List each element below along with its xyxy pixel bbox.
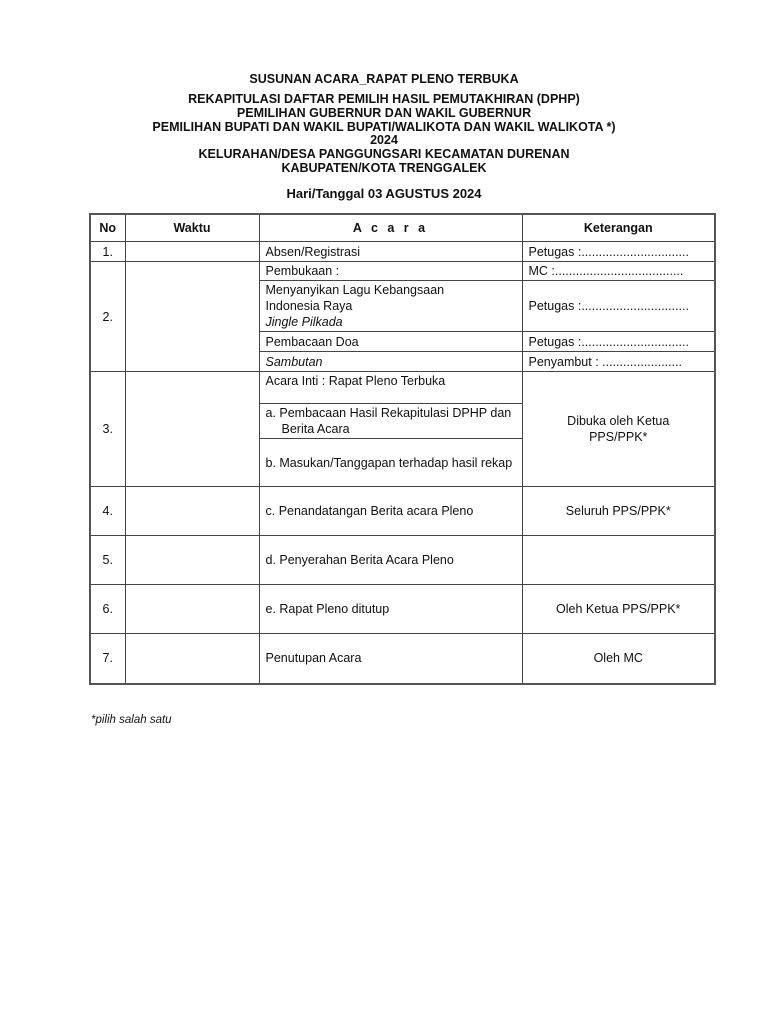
- remark-cell: Seluruh PPS/PPK*: [522, 487, 715, 536]
- subtitle-line-2: PEMILIHAN GUBERNUR DAN WAKIL GUBERNUR: [236, 106, 532, 120]
- agenda-cell: Pembacaan Doa: [259, 332, 522, 352]
- agenda-cell: [259, 404, 522, 439]
- row-number: 2.: [90, 262, 125, 372]
- table-row: [90, 372, 715, 404]
- time-cell: [125, 585, 259, 634]
- table-row: [90, 585, 715, 634]
- agenda-cell: c. Penandatangan Berita acara Pleno: [259, 487, 522, 536]
- table-row: [90, 262, 715, 281]
- time-cell: [125, 242, 259, 262]
- remark-cell: [522, 372, 715, 487]
- column-header-acara: A c a r a: [259, 214, 522, 242]
- agenda-cell: Pembukaan :: [259, 262, 522, 281]
- remark-cell: Oleh Ketua PPS/PPK*: [522, 585, 715, 634]
- subtitle-line-1: REKAPITULASI DAFTAR PEMILIH HASIL PEMUTAKHIRAN (DPHP): [188, 92, 580, 106]
- time-cell: [125, 262, 259, 372]
- column-header-no: No: [90, 214, 125, 242]
- remark-cell: Petugas :...............................: [522, 242, 715, 262]
- document-title: SUSUNAN ACARA_RAPAT PLENO TERBUKA: [249, 72, 519, 86]
- agenda-text: b. Masukan/Tanggapan terhadap hasil rekap: [265, 455, 513, 470]
- row-number: 5.: [90, 536, 125, 585]
- time-cell: [125, 634, 259, 684]
- subtitle-line-5: KELURAHAN/DESA PANGGUNGSARI KECAMATAN DURENAN: [198, 147, 570, 161]
- remark-text: Dibuka oleh Ketua PPS/PPK*: [567, 414, 670, 444]
- time-cell: [125, 536, 259, 585]
- table-row: [90, 487, 715, 536]
- remark-cell: Oleh MC: [522, 634, 715, 684]
- table-header-row: [90, 214, 715, 242]
- agenda-text: Indonesia Raya: [265, 299, 353, 313]
- agenda-cell: [259, 439, 522, 487]
- row-number: 6.: [90, 585, 125, 634]
- agenda-cell: Sambutan: [259, 352, 522, 372]
- remark-cell: Petugas :...............................: [522, 332, 715, 352]
- footnote: *pilih salah satu: [91, 714, 172, 726]
- column-header-waktu: Waktu: [125, 214, 259, 242]
- remark-cell: Petugas :...............................: [522, 281, 715, 332]
- table-row: [90, 536, 715, 585]
- agenda-cell: Penutupan Acara: [259, 634, 522, 684]
- schedule-table: [89, 213, 716, 685]
- row-number: 1.: [90, 242, 125, 262]
- remark-cell: [522, 536, 715, 585]
- agenda-cell: [259, 281, 522, 332]
- agenda-cell: Absen/Registrasi: [259, 242, 522, 262]
- table-row: [90, 634, 715, 684]
- column-header-keterangan: Keterangan: [522, 214, 715, 242]
- row-number: 7.: [90, 634, 125, 684]
- subtitle-line-6: KABUPATEN/KOTA TRENGGALEK: [281, 161, 487, 175]
- subtitle-line-3: PEMILIHAN BUPATI DAN WAKIL BUPATI/WALIKOTA DAN WAKIL WALIKOTA *): [152, 120, 616, 134]
- remark-cell: Penyambut : .......................: [522, 352, 715, 372]
- agenda-text: a. Pembacaan Hasil Rekapitulasi DPHP dan Berita Acara: [265, 406, 512, 436]
- agenda-cell: Acara Inti : Rapat Pleno Terbuka: [259, 372, 522, 404]
- row-number: 3.: [90, 372, 125, 487]
- agenda-cell: e. Rapat Pleno ditutup: [259, 585, 522, 634]
- table-row: [90, 242, 715, 262]
- time-cell: [125, 487, 259, 536]
- time-cell: [125, 372, 259, 487]
- subtitle-line-4: 2024: [370, 133, 398, 147]
- agenda-cell: d. Penyerahan Berita Acara Pleno: [259, 536, 522, 585]
- event-date: Hari/Tanggal 03 AGUSTUS 2024: [286, 186, 482, 201]
- agenda-text: Menyanyikan Lagu Kebangsaan: [265, 283, 445, 297]
- agenda-text: Jingle Pilkada: [265, 315, 343, 329]
- row-number: 4.: [90, 487, 125, 536]
- remark-cell: MC :.....................................: [522, 262, 715, 281]
